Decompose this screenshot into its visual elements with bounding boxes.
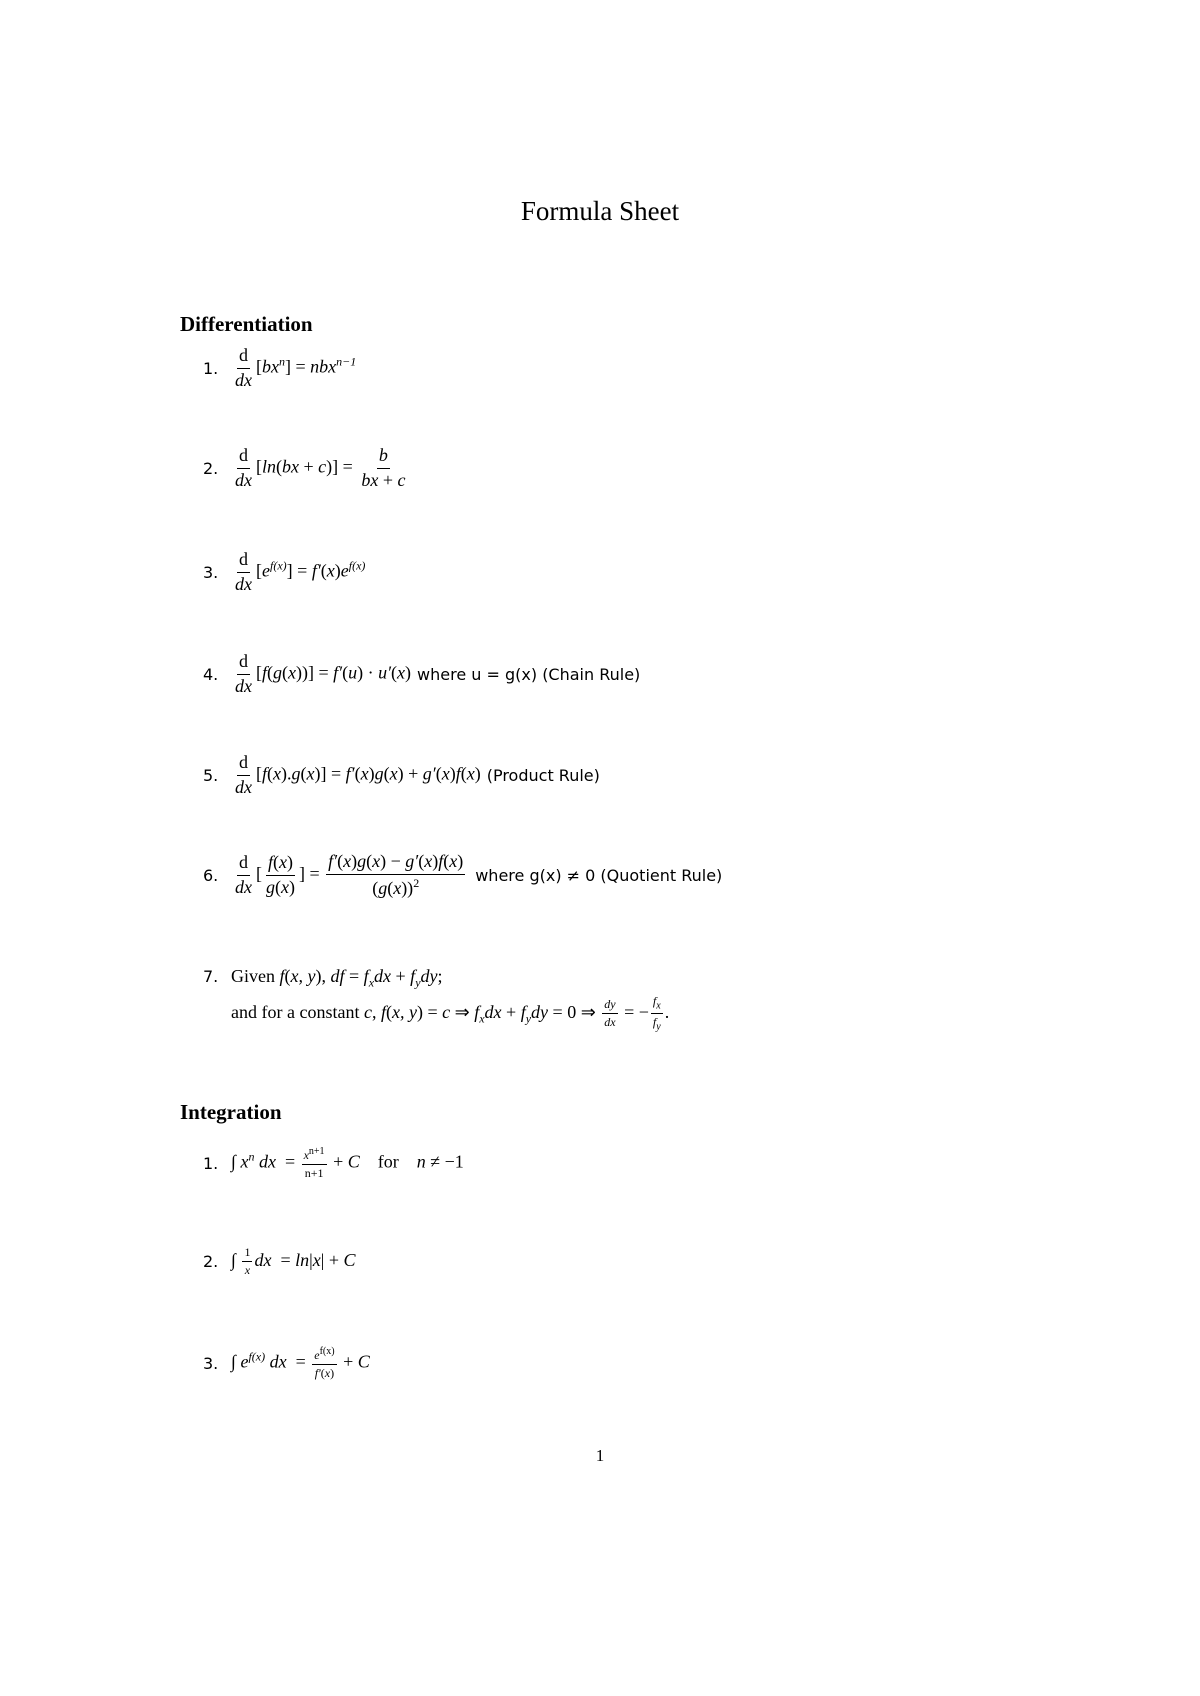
section-integration-heading: Integration (180, 1100, 282, 1124)
item-number: 1. (203, 358, 219, 378)
page-title: Formula Sheet (520, 196, 680, 226)
item-number: 1. (203, 1153, 219, 1173)
int-formula-2: 2. ∫ $\frac{1}{x}$ dx = ln|x| + C (203, 1245, 356, 1278)
diff-formula-3: 3. $\frac{d}{dx}$ $[e^{f(x)}] = f'(x)e^{f(x)}$ (203, 549, 366, 594)
quotient-rule-note: where g(x) ≠ 0 (Quotient Rule) (475, 865, 723, 885)
item-number: 6. (203, 865, 219, 885)
chain-rule-note: where u = g(x) (Chain Rule) (417, 664, 641, 684)
diff-formula-5: 5. $\frac{d}{dx}$ [f(x).g(x)] = f′(x)g(x) + g′(x)f(x) (Product Rule) (203, 752, 600, 797)
diff-formula-6: 6. $\frac{d}{dx}$ [ $\frac{f(x)}{g(x)}$ ] = $\frac{f'(x)g(x) - g'(x)f(x)}{(g(x))^2}$ where g(x) ≠ 0 (Quotient Rule) (203, 851, 723, 898)
diff-formula-4: 4. $\frac{d}{dx}$ [f(g(x))] = f′(u) · u′(x) where u = g(x) (Chain Rule) (203, 651, 641, 696)
diff-formula-7: 7. Given f(x, y), df = $f_xdx + f_ydy$; and for a constant c, f(x, y) = c ⇒ $f_xdx + f_ydy = 0$ ⇒ $\frac{dy}{dx}$ = − $\frac{f_x}{f_y}$ . (203, 966, 670, 1033)
int-formula-1: 1. ∫ $x^n$ dx = $\frac{x^{n+1}}{n+1}$ + C for n ≠ −1 (203, 1146, 464, 1181)
item-number: 3. (203, 562, 219, 582)
section-differentiation-heading: Differentiation (180, 312, 313, 336)
item-number: 3. (203, 1353, 219, 1373)
item-number: 2. (203, 458, 219, 478)
diff-formula-2: 2. $\frac{d}{dx}$ [ln(bx + c)] = $\frac{b}{bx + c}$ (203, 445, 406, 490)
item-number: 2. (203, 1252, 219, 1272)
int-formula-3: 3. ∫ $e^{f(x)}$ dx = $\frac{e^{f(x)}}{f'(x)}$ + C (203, 1346, 370, 1381)
page-number: 1 (595, 1446, 605, 1465)
diff-formula-1: 1. $\frac{d}{dx}$ $[bx^n] = nbx^{n-1}$ (203, 345, 357, 390)
product-rule-note: (Product Rule) (486, 765, 600, 785)
item-number: 7. (203, 967, 219, 986)
item-number: 4. (203, 664, 219, 684)
item-number: 5. (203, 765, 219, 785)
